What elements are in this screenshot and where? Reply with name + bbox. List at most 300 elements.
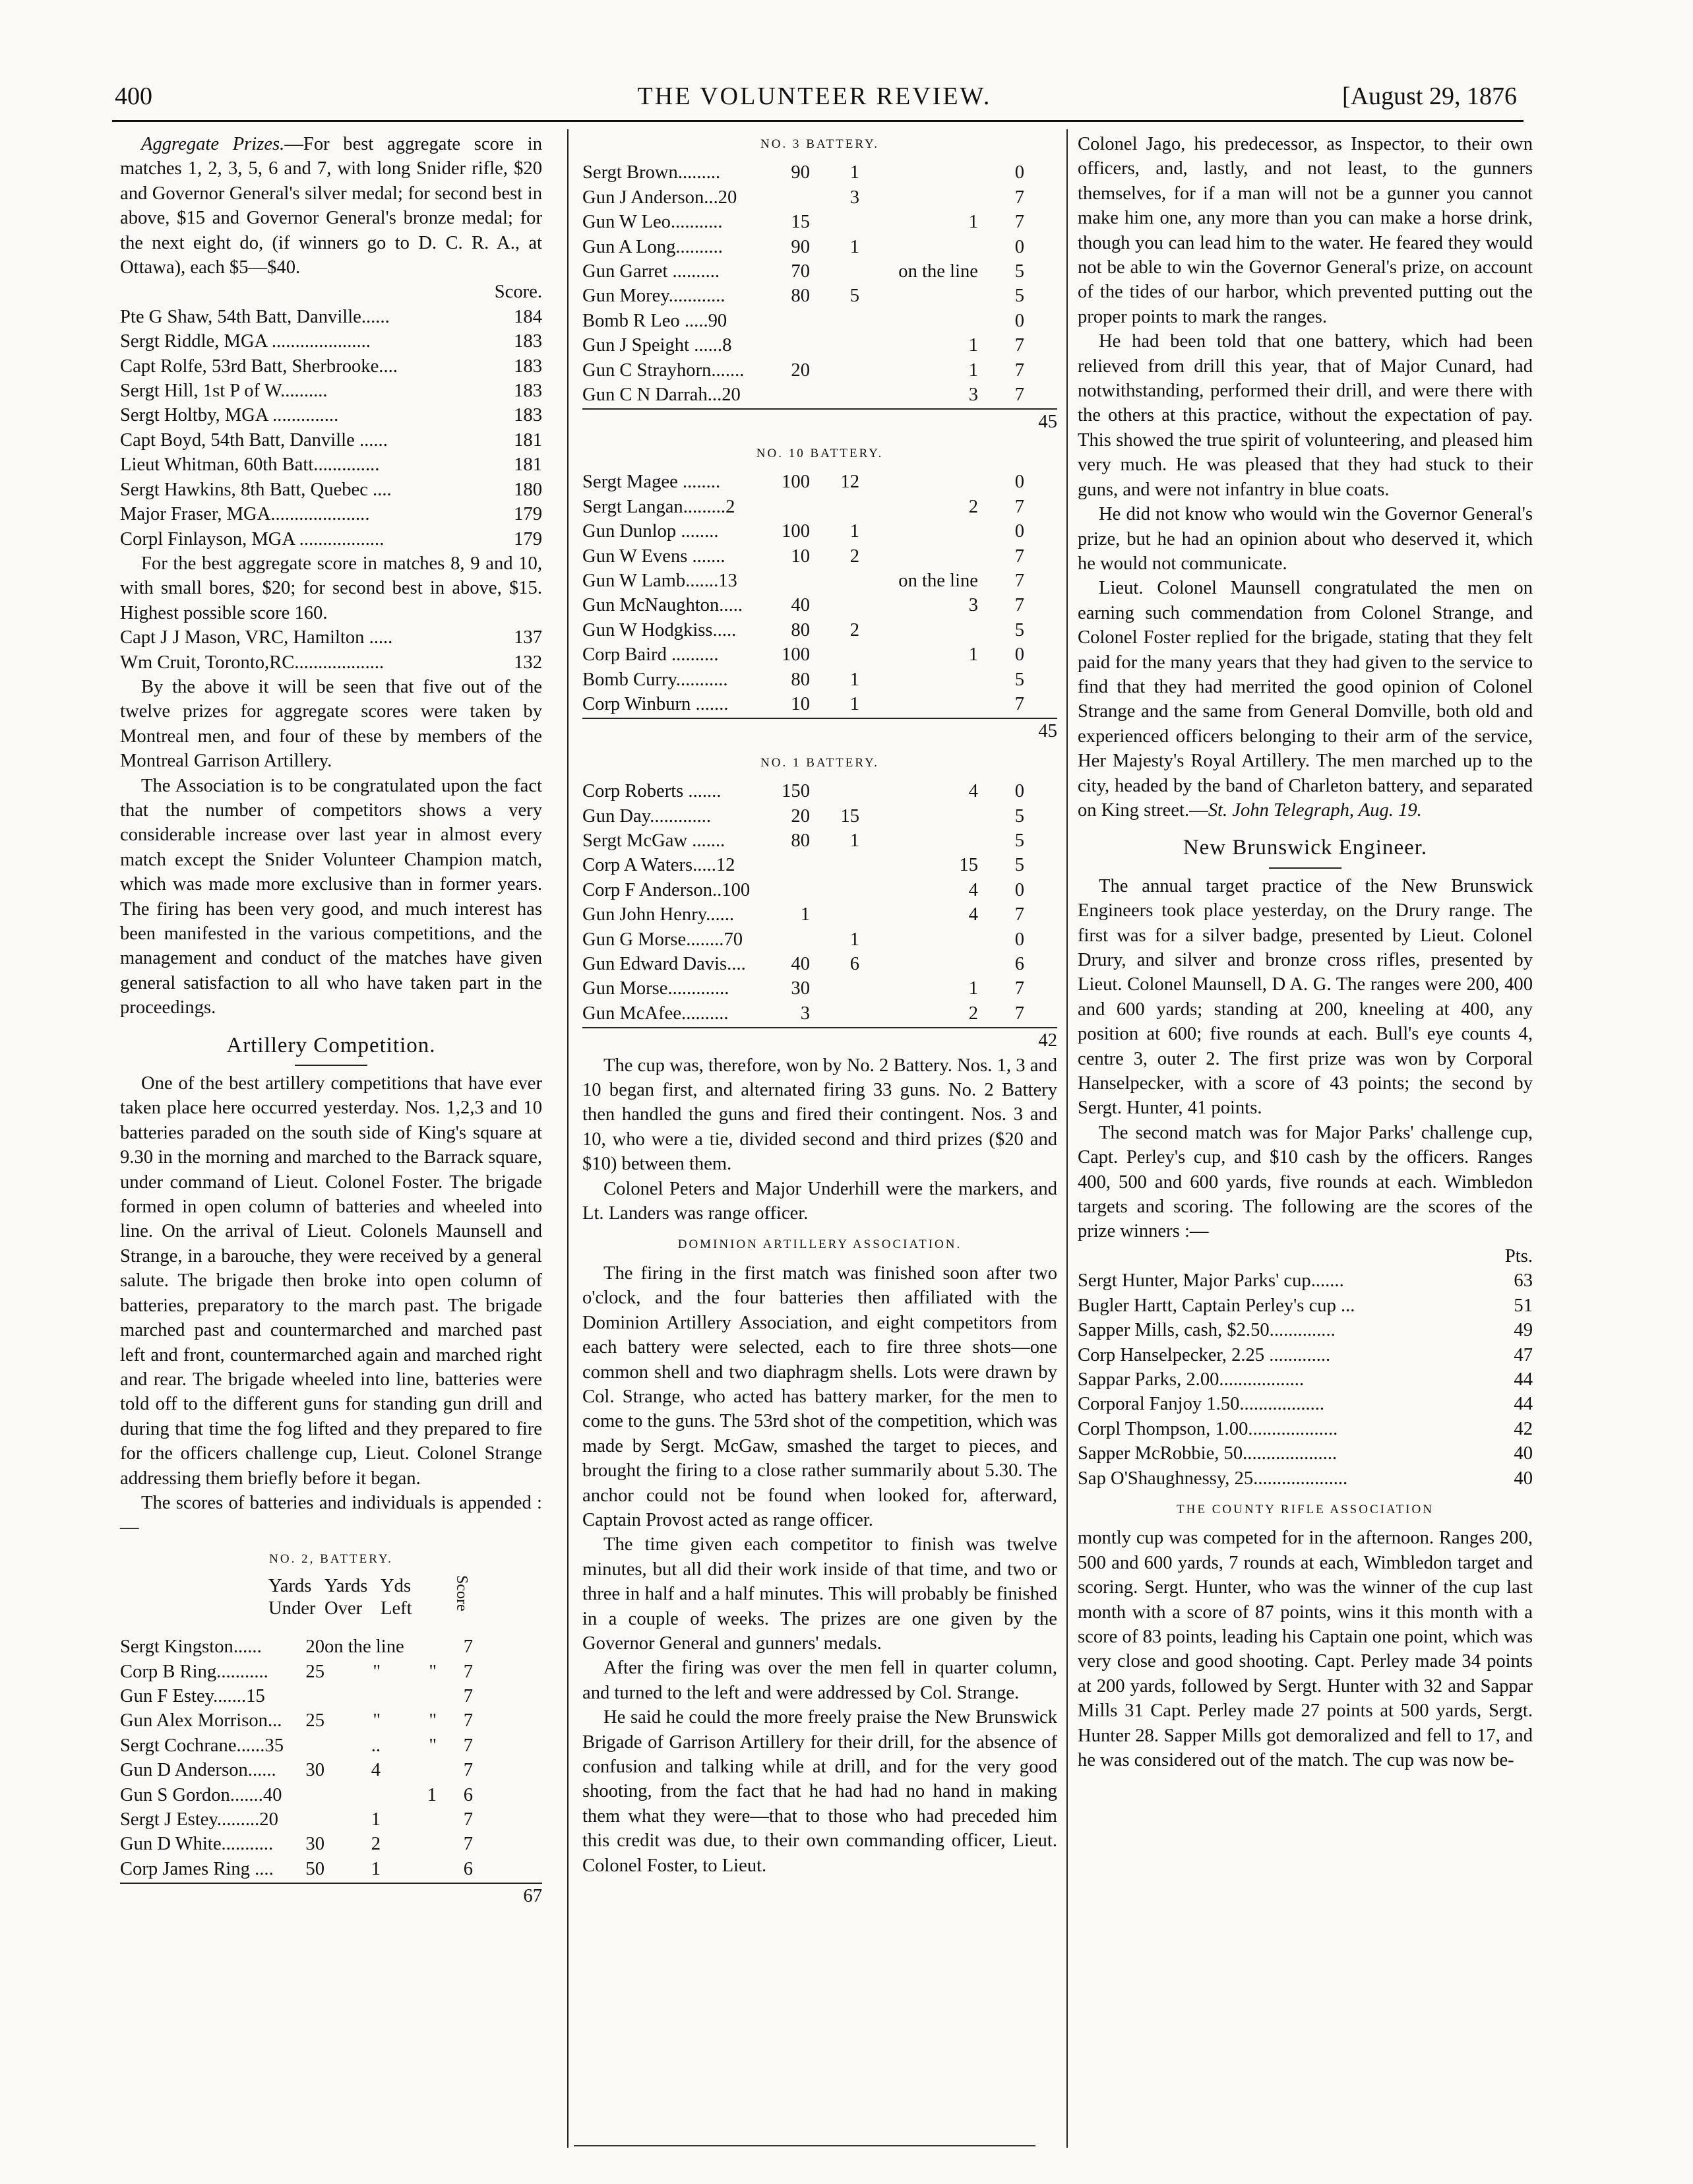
- table-cell: 5: [1014, 261, 1024, 282]
- table-row: [582, 259, 1057, 284]
- table-cell: 3: [800, 1003, 810, 1024]
- table-cell: [747, 383, 810, 407]
- table-cell: [747, 185, 810, 210]
- nb-para-2: The second match was for Major Parks' challenge cup, Capt. Perley's cup, and $10 cash by the officers. Ranges 400, 500 and 600 yards, five rounds at each. Wimbledon targets and scoring. The following are the scores of the prize winners :—: [1078, 1122, 1533, 1242]
- battery-2-title: NO. 2, BATTERY.: [269, 1551, 393, 1566]
- battery-1-total: 42: [582, 1027, 1057, 1053]
- cell-under: [268, 1807, 324, 1832]
- dominion-para-1: The firing in the first match was finished soon after two o'clock, and the four batteries then affiliated with the Dominion Artillery Association, and eight competitors from each battery were selected, each to fire three shots—one common shell and two diaphragm shells. Lots were drawn by Col. Strange, who acted has battery marker, for the men to come to the guns. The 53rd shot of the competition, which was made by Sergt. McGaw, smashed the target to pieces, and brought the firing to a close rather summarily about 5.30. The anchor could not be found when looked for, afterward, Captain Provost acted as range officer.: [582, 1263, 1057, 1530]
- list-item: [120, 428, 542, 452]
- cell-left: ": [429, 1710, 437, 1732]
- table-cell: 150: [782, 781, 810, 802]
- table-cell: 5: [849, 286, 859, 307]
- table-cell: [747, 927, 810, 952]
- table-row: [582, 779, 1057, 803]
- entry-name: Corp Hanselpecker, 2.25 .............: [1078, 1344, 1331, 1365]
- table-cell: 0: [1014, 310, 1024, 331]
- header-rule: [112, 120, 1524, 122]
- table-row: [582, 235, 1057, 259]
- masthead-title: THE VOLUNTEER REVIEW.: [637, 82, 992, 110]
- list-item: [1078, 1392, 1533, 1416]
- table-cell: 7: [1014, 693, 1024, 714]
- table-cell: 0: [1014, 521, 1024, 542]
- cell-left: [381, 1857, 437, 1881]
- table-cell: [810, 779, 859, 803]
- cell-score: 6: [463, 1858, 473, 1879]
- table-cell: [810, 495, 859, 519]
- table-cell: 1: [849, 830, 859, 851]
- para-4-text: Lieut. Colonel Maunsell congratulated the men on earning such commendation from Colonel Strange, and Colonel Foster replied for the brigade, stating that they felt paid for the many years that they had given to the service to find that they had merrited the good opinion of Colonel Strange and the same from General Domville, both old and experienced officers belonging to their arm of the service, Her Majesty's Royal Artillery. The men marched up to the city, headed by the band of Charleton battery, and separated on King street.—: [1078, 578, 1533, 821]
- nb-para-1: The annual target practice of the New Brunswick Engineers took place yesterday, on the Drury range. The first was for a silver badge, presented by Lieut. Colonel Drury, and silver and bronze cross rifles, presented by Lieut. Colonel Maunsell, D A. G. The ranges were 200, 400 and 600 yards; standing at 200, kneeling at 400, any position at 600; five rounds at each. Bull's eye counts 4, centre 3, outer 2. The first prize was won by Corporal Hanselpecker, with a score of 43 points; the second by Sergt. Hunter, 41 points.: [1078, 875, 1533, 1119]
- table-cell: [810, 333, 859, 358]
- table-cell: Gun J Anderson...20: [582, 187, 737, 208]
- entry-score: 183: [514, 331, 542, 352]
- table-cell: 0: [1014, 929, 1024, 950]
- entry-name: Sapper Mills, cash, $2.50..............: [1078, 1320, 1336, 1341]
- table-cell: [747, 878, 810, 902]
- table-cell: [859, 160, 978, 185]
- table-row: [582, 804, 1057, 828]
- table-cell: Gun G Morse........70: [582, 929, 743, 950]
- table-cell: 3: [968, 385, 978, 406]
- column-2: [582, 132, 1057, 1878]
- para-association: The Association is to be congratulated upon the fact that the number of competitors shows a very considerable increase over last year in almost every match except the Snider Volunteer Champion match, which was made more exclusive than in former years. The firing has been very good, and much interest has been manifested in the various competitions, and the management and conduct of the matches have given general satisfaction to all who have taken part in the proceedings.: [120, 775, 542, 1018]
- entry-name: Wm Cruit, Toronto,RC...................: [120, 652, 385, 673]
- table-cell: Sergt Langan.........2: [582, 496, 735, 517]
- table-cell: [859, 828, 978, 853]
- table-cell: 15: [791, 212, 810, 233]
- table-cell: 0: [1014, 162, 1024, 183]
- table-cell: 7: [1014, 904, 1024, 925]
- entry-pts: 40: [1514, 1443, 1533, 1464]
- table-cell: [810, 878, 859, 902]
- table-cell: 1: [849, 162, 859, 183]
- table-cell: 1: [968, 212, 978, 233]
- table-cell: 7: [1014, 570, 1024, 591]
- list-item: [1078, 1466, 1533, 1491]
- table-cell: Gun J Speight ......8: [582, 335, 732, 356]
- table-row: [582, 470, 1057, 494]
- table-row: [120, 1783, 542, 1807]
- cell-name: Sergt Cochrane......35: [120, 1735, 284, 1756]
- table-row: [582, 927, 1057, 952]
- table-cell: on the line: [898, 570, 978, 591]
- table-cell: [859, 185, 978, 210]
- table-cell: 1: [968, 978, 978, 999]
- aggregate-winners-list: [120, 305, 542, 551]
- cell-score: 7: [463, 1735, 473, 1756]
- table-row: [582, 383, 1057, 407]
- table-cell: Sergt Magee ........: [582, 472, 721, 493]
- entry-name: Lieut Whitman, 60th Batt..............: [120, 454, 380, 476]
- table-cell: [747, 853, 810, 877]
- table-cell: 2: [849, 546, 859, 567]
- cell-left: [381, 1684, 437, 1708]
- table-cell: 90: [791, 236, 810, 257]
- col-score: Score: [453, 1575, 470, 1611]
- table-cell: [859, 804, 978, 828]
- table-row: [120, 1684, 542, 1708]
- small-bore-winners-list: [120, 625, 542, 675]
- list-item: [120, 452, 542, 477]
- cell-over: on the line: [324, 1637, 404, 1658]
- table-row: [582, 519, 1057, 544]
- dominion-para-4: He said he could the more freely praise the New Brunswick Brigade of Garrison Artillery for their drill, for the absence of confusion and talking while at drill, and for the very good shooting, from the fact that he had had no hand in making them what they were—that to those who had preceded him this credit was due, to their own commanding officer, Lieut. Colonel Foster, to Lieut.: [582, 1707, 1057, 1876]
- prize-winners-list: [1078, 1268, 1533, 1491]
- battery-1-title: NO. 1 BATTERY.: [760, 755, 879, 770]
- list-item: [120, 650, 542, 675]
- battery-1-table: [582, 779, 1057, 1026]
- table-cell: [859, 284, 978, 308]
- list-item: [1078, 1417, 1533, 1441]
- entry-pts: 49: [1514, 1320, 1533, 1341]
- cell-left: 1: [427, 1784, 437, 1805]
- entry-name: Sergt Hill, 1st P of W..........: [120, 381, 328, 402]
- table-cell: 1: [849, 669, 859, 690]
- entry-pts: 51: [1514, 1295, 1533, 1316]
- table-cell: [810, 383, 859, 407]
- table-row: [582, 544, 1057, 569]
- table-row: [582, 902, 1057, 927]
- table-row: [582, 358, 1057, 383]
- list-item: [1078, 1294, 1533, 1318]
- table-cell: on the line: [898, 261, 978, 282]
- cell-over: ": [373, 1661, 381, 1682]
- table-cell: 5: [1014, 805, 1024, 827]
- column-divider-2: [1066, 129, 1068, 2148]
- table-row: [120, 1832, 542, 1856]
- table-cell: 1: [849, 929, 859, 950]
- table-cell: 5: [1014, 830, 1024, 851]
- entry-name: Major Fraser, MGA.....................: [120, 504, 370, 525]
- table-cell: Gun A Long..........: [582, 236, 723, 257]
- table-cell: 5: [1014, 669, 1024, 690]
- table-cell: 100: [782, 472, 810, 493]
- table-cell: [810, 569, 859, 593]
- table-row: [582, 309, 1057, 333]
- table-cell: Gun Garret ..........: [582, 261, 720, 282]
- entry-name: Capt Rolfe, 53rd Batt, Sherbrooke....: [120, 356, 398, 377]
- list-item: [1078, 1318, 1533, 1342]
- table-cell: Corp Winburn .......: [582, 693, 729, 714]
- table-cell: [859, 927, 978, 952]
- table-cell: [810, 210, 859, 234]
- table-cell: Gun W Lamb.......13: [582, 570, 737, 591]
- table-row: [120, 1733, 542, 1758]
- entry-score: 183: [514, 381, 542, 402]
- table-row: [582, 569, 1057, 593]
- table-cell: 2: [968, 496, 978, 517]
- table-cell: Gun McNaughton.....: [582, 595, 743, 616]
- table-cell: 20: [791, 359, 810, 381]
- table-cell: Gun Dunlop ........: [582, 521, 719, 542]
- table-row: [582, 618, 1057, 642]
- table-cell: Gun Morey............: [582, 286, 725, 307]
- cell-left: [381, 1635, 437, 1659]
- table-cell: Corp Baird ..........: [582, 644, 719, 666]
- cell-under: [268, 1684, 324, 1708]
- entry-pts: 42: [1514, 1418, 1533, 1439]
- cell-name: Sergt J Estey.........20: [120, 1809, 278, 1830]
- aggregate-intro-text: —For best aggregate score in matches 1, 2, 3, 5, 6 and 7, with long Snider rifle, $20 and Governor General's silver medal; for second best in above, $15 and Governor General's bronze medal; for the next eight do, (if winners go to D. C. R. A., at Ottawa), each $5—$40.: [120, 134, 542, 278]
- battery-10-title: NO. 10 BATTERY.: [756, 446, 884, 460]
- list-item: [120, 478, 542, 502]
- entry-name: Sapper McRobbie, 50....................: [1078, 1443, 1338, 1464]
- list-item: [120, 329, 542, 354]
- dominion-para-2: The time given each competitor to finish was twelve minutes, but all did their work inside of that time, and two or three in half and a half minutes. This will probably be finished in a couple of weeks. The prizes are one given by the Governor General and gunners' medals.: [582, 1534, 1057, 1654]
- entry-name: Sergt Hawkins, 8th Batt, Quebec ....: [120, 479, 392, 500]
- table-cell: [810, 593, 859, 617]
- entry-score: 184: [514, 306, 542, 327]
- cell-under: 25: [305, 1710, 324, 1732]
- cell-under: 20: [305, 1637, 324, 1658]
- column-divider-1: [567, 129, 569, 2148]
- table-cell: [859, 952, 978, 976]
- table-cell: [859, 235, 978, 259]
- markers-para: Colonel Peters and Major Underhill were the markers, and Lt. Landers was range officer.: [582, 1178, 1057, 1224]
- table-cell: Gun Day.............: [582, 805, 712, 827]
- table-cell: 40: [791, 954, 810, 974]
- artillery-heading: Artillery Competition.: [226, 1033, 436, 1057]
- table-cell: 5: [1014, 286, 1024, 307]
- entry-score: 181: [514, 429, 542, 451]
- table-cell: Corp F Anderson..100: [582, 879, 751, 900]
- table-cell: 1: [849, 693, 859, 714]
- small-bore-intro: For the best aggregate score in matches 8, 9 and 10, with small bores, $20; for second best in above, $15. Highest possible score 160.: [120, 553, 542, 623]
- nb-engineer-heading: New Brunswick Engineer.: [1183, 836, 1428, 860]
- table-cell: Corp Roberts .......: [582, 781, 722, 802]
- list-item: [120, 625, 542, 650]
- table-cell: 0: [1014, 879, 1024, 900]
- table-cell: [810, 642, 859, 667]
- para-montreal: By the above it will be seen that five out of the twelve prizes for aggregate scores were taken by Montreal men, and four of these by members of the Montreal Garrison Artillery.: [120, 676, 542, 772]
- table-cell: 7: [1014, 335, 1024, 356]
- cell-over: ..: [371, 1735, 381, 1756]
- table-cell: 15: [959, 855, 978, 876]
- battery-3-title: NO. 3 BATTERY.: [760, 137, 879, 151]
- entry-pts: 63: [1514, 1270, 1533, 1292]
- table-cell: [859, 618, 978, 642]
- entry-pts: 44: [1514, 1369, 1533, 1390]
- table-cell: [859, 470, 978, 494]
- table-row: [582, 878, 1057, 902]
- table-row: [582, 160, 1057, 185]
- table-cell: 7: [1014, 385, 1024, 406]
- cell-name: Gun F Estey.......15: [120, 1685, 265, 1706]
- table-row: [582, 284, 1057, 308]
- table-cell: 1: [800, 904, 810, 925]
- cell-score: 7: [463, 1637, 473, 1658]
- artillery-para-2: The scores of batteries and individuals is appended :—: [120, 1492, 542, 1538]
- table-cell: [747, 495, 810, 519]
- table-row: [582, 1001, 1057, 1026]
- table-cell: 4: [968, 879, 978, 900]
- entry-score: 179: [514, 504, 542, 525]
- table-cell: 7: [1014, 978, 1024, 999]
- cell-over: 1: [371, 1809, 381, 1830]
- table-cell: [810, 902, 859, 927]
- table-cell: Gun McAfee..........: [582, 1003, 729, 1024]
- aggregate-prizes-intro: Aggregate Prizes.—For best aggregate score in matches 1, 2, 3, 5, 6 and 7, with long Snider rifle, $20 and Governor General's silver medal; for second best in above, $15 and Governor General's bronze medal; for the next eight do, (if winners go to D. C. R. A., at Ottawa), each $5—$40.: [120, 134, 542, 278]
- table-cell: [859, 692, 978, 716]
- column-3: [1078, 132, 1533, 1772]
- battery-2-table: [120, 1635, 542, 1881]
- cell-over: [324, 1684, 381, 1708]
- entry-pts: 47: [1514, 1344, 1533, 1365]
- table-cell: 7: [1014, 212, 1024, 233]
- table-cell: Gun C Strayhorn.......: [582, 359, 745, 381]
- table-cell: [859, 668, 978, 692]
- cell-over: ": [373, 1710, 381, 1732]
- table-cell: 80: [791, 830, 810, 851]
- table-cell: 4: [968, 904, 978, 925]
- table-row: [582, 668, 1057, 692]
- table-cell: 6: [1014, 954, 1024, 974]
- table-row: [582, 642, 1057, 667]
- table-cell: [810, 309, 859, 333]
- table-cell: Bomb Curry...........: [582, 669, 728, 690]
- table-cell: [859, 519, 978, 544]
- table-cell: [859, 544, 978, 569]
- entry-pts: 40: [1514, 1468, 1533, 1489]
- list-item: [1078, 1367, 1533, 1392]
- table-cell: 3: [849, 187, 859, 208]
- cell-name: Gun D Anderson......: [120, 1760, 276, 1781]
- cell-under: 30: [305, 1834, 324, 1855]
- cell-left: ": [429, 1735, 437, 1756]
- cell-score: 7: [463, 1834, 473, 1855]
- list-item: [120, 354, 542, 379]
- cell-name: Sergt Kingston......: [120, 1637, 262, 1658]
- entry-pts: 44: [1514, 1394, 1533, 1415]
- cell-over: 1: [371, 1858, 381, 1879]
- col3-para-1: Colonel Jago, his predecessor, as Inspector, to their own officers, and, lastly, and not least, to the gunners themselves, for if a man will not be a gunner you cannot make him one, any more than you can make a horse drink, though you can lead him to the water. He feared they would not be able to win the Governor General's prize, on account of the tides of our harbor, which prevented putting out the proper points to mark the ranges.: [1078, 134, 1533, 327]
- entry-name: Sergt Hunter, Major Parks' cup.......: [1078, 1270, 1344, 1292]
- table-cell: 70: [791, 261, 810, 282]
- cell-under: 50: [305, 1858, 324, 1879]
- cell-name: Gun D White...........: [120, 1834, 274, 1855]
- cell-over: 2: [371, 1834, 381, 1855]
- table-cell: [859, 309, 978, 333]
- table-cell: 1: [968, 644, 978, 666]
- heading-rule: [295, 1065, 367, 1066]
- cell-score: 7: [463, 1710, 473, 1732]
- table-cell: 100: [782, 644, 810, 666]
- table-cell: [810, 358, 859, 383]
- table-row: [582, 333, 1057, 358]
- col3-para-2: He had been told that one battery, which had been relieved from drill this year, that of Major Cunard, had notwithstanding, performed their drill, and were there with the others at this practice, without the expectation of pay. This showed the true spirit of volunteering, and pleased him very much. He was pleased that they had stuck to their guns, and were not infantry in blue coats.: [1078, 331, 1533, 500]
- table-row: [582, 210, 1057, 234]
- cell-left: [381, 1758, 437, 1782]
- entry-name: Capt J J Mason, VRC, Hamilton .....: [120, 627, 393, 648]
- issue-date: [August 29, 1876: [1342, 82, 1517, 110]
- list-item: [1078, 1343, 1533, 1367]
- heading-rule: [1269, 867, 1341, 869]
- cell-score: 7: [463, 1661, 473, 1682]
- table-row: [582, 952, 1057, 976]
- col-yds-left: Yds Left: [381, 1576, 412, 1619]
- table-cell: 6: [849, 954, 859, 974]
- table-cell: 5: [1014, 619, 1024, 640]
- battery-3-table: [582, 160, 1057, 407]
- table-cell: 7: [1014, 1003, 1024, 1024]
- entry-name: Sergt Riddle, MGA .....................: [120, 331, 371, 352]
- table-cell: 0: [1014, 781, 1024, 802]
- cell-under: 25: [305, 1661, 324, 1682]
- cell-over: 4: [371, 1760, 381, 1781]
- table-cell: 40: [791, 595, 810, 616]
- entry-score: 183: [514, 405, 542, 426]
- table-row: [120, 1857, 542, 1881]
- entry-score: 179: [514, 528, 542, 549]
- table-cell: [747, 569, 810, 593]
- artillery-para-1: One of the best artillery competitions that have ever taken place here occurred yesterday. Nos. 1,2,3 and 10 batteries paraded on the south side of King's square at 9.30 in the morning and marched to the Barrack square, under command of Lieut. Colonel Foster. The brigade formed in open column of batteries and wheeled into line. On the arrival of Lieut. Colonels Maunsell and Strange, in a barouche, they were received by a general salute. The brigade then broke into open column of batteries, preparatory to the march past. The brigade marched past and countermarched and marched past left and front, countermarched again and marched right and rear. The brigade wheeled into line, batteries were told off to the different guns for standing gun drill and during that time the fog lifted and they prepared to fire for the officers challenge cup, Lieut. Colonel Strange addressing them briefly before it began.: [120, 1073, 542, 1489]
- table-row: [582, 828, 1057, 853]
- table-cell: 7: [1014, 359, 1024, 381]
- table-cell: 0: [1014, 644, 1024, 666]
- table-cell: Gun Edward Davis....: [582, 954, 746, 974]
- telegraph-source: St. John Telegraph, Aug. 19.: [1208, 799, 1422, 821]
- col-yards-under: Yards Under: [268, 1576, 316, 1619]
- table-cell: Sergt McGaw .......: [582, 830, 725, 851]
- table-cell: 1: [968, 359, 978, 381]
- entry-score: 181: [514, 454, 542, 476]
- battery-2-total: 67: [120, 1883, 542, 1908]
- footer-rule: [574, 2145, 1035, 2146]
- cell-score: 7: [463, 1809, 473, 1830]
- list-item: [120, 379, 542, 403]
- entry-name: Capt Boyd, 54th Batt, Danville ......: [120, 429, 388, 451]
- table-cell: Gun W Evens .......: [582, 546, 725, 567]
- cell-left: ": [429, 1661, 437, 1682]
- entry-score: 137: [514, 627, 542, 648]
- table-cell: 7: [1014, 546, 1024, 567]
- cup-para: The cup was, therefore, won by No. 2 Battery. Nos. 1, 3 and 10 began first, and alternated firing 33 guns. No. 2 Battery then handled the guns and fired their contingent. Nos. 3 and 10, who were a tie, divided second and third prizes ($20 and $10) between them.: [582, 1055, 1057, 1175]
- table-cell: [810, 1001, 859, 1026]
- list-item: [1078, 1441, 1533, 1466]
- cell-score: 7: [463, 1760, 473, 1781]
- table-cell: 10: [791, 693, 810, 714]
- table-row: [582, 593, 1057, 617]
- table-cell: 20: [791, 805, 810, 827]
- col-yards-over: Yards Over: [324, 1576, 368, 1619]
- table-cell: Sergt Brown.........: [582, 162, 721, 183]
- entry-name: Sergt Holtby, MGA ..............: [120, 405, 339, 426]
- county-rifle-title: THE COUNTY RIFLE ASSOCIATION: [1177, 1502, 1434, 1516]
- county-para: montly cup was competed for in the afternoon. Ranges 200, 500 and 600 yards, 7 rounds at each, Wimbledon target and scoring. Sergt. Hunter, who was the winner of the cup last month with a score of 87 points, wins it this month with a score of 83 points, leading his Captain one point, which was very close and good shooting. Capt. Perley made 34 points at 200 yards, followed by Sergt. Hunter with 32 and Sappar Mills 31 Capt. Perley made 27 points at 500 yards, Sergt. Hunter 28. Sapper Mills got demoralized and fell to 17, and he was considered out of the match. The cup was now be-: [1078, 1528, 1533, 1770]
- page-header: [112, 78, 1517, 117]
- cell-name: Corp B Ring...........: [120, 1661, 268, 1682]
- table-cell: 90: [791, 162, 810, 183]
- battery-2-header: [120, 1575, 542, 1635]
- entry-name: Sappar Parks, 2.00..................: [1078, 1369, 1305, 1390]
- entry-name: Corporal Fanjoy 1.50..................: [1078, 1394, 1325, 1415]
- entry-name: Sap O'Shaughnessy, 25....................: [1078, 1468, 1348, 1489]
- pts-label: Pts.: [1504, 1245, 1533, 1266]
- table-row: [120, 1758, 542, 1782]
- table-cell: 15: [840, 805, 859, 827]
- cell-left: [381, 1807, 437, 1832]
- table-cell: Gun Morse.............: [582, 978, 729, 999]
- table-cell: 30: [791, 978, 810, 999]
- dominion-title: DOMINION ARTILLERY ASSOCIATION.: [677, 1237, 962, 1252]
- cell-over: [324, 1783, 381, 1807]
- table-cell: [747, 309, 810, 333]
- entry-name: Pte G Shaw, 54th Batt, Danville......: [120, 306, 390, 327]
- cell-under: 30: [305, 1760, 324, 1781]
- entry-score: 180: [514, 479, 542, 500]
- battery-10-table: [582, 470, 1057, 716]
